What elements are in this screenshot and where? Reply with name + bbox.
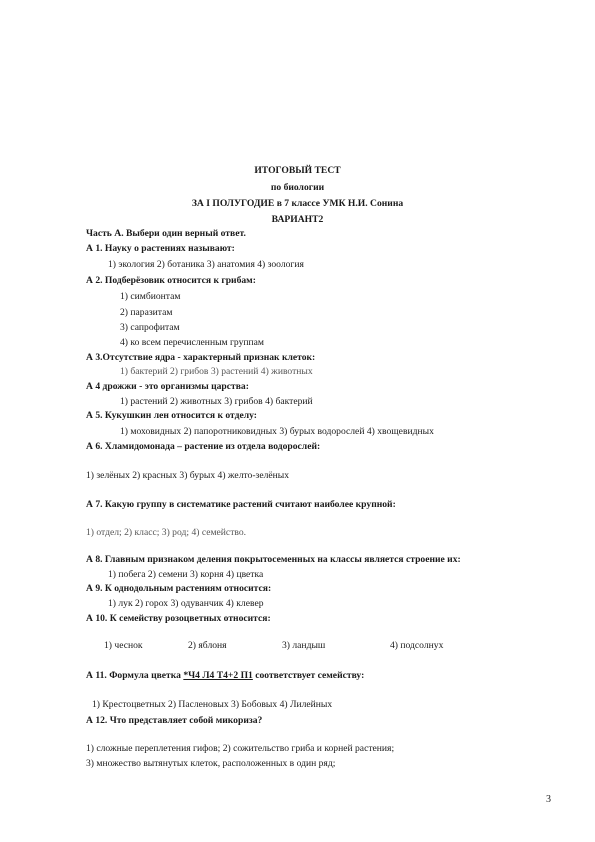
- test-title: ИТОГОВЫЙ ТЕСТ: [254, 165, 341, 176]
- question-10-option-2: 2) яблоня: [188, 640, 227, 651]
- question-2-option-2: 2) паразитам: [120, 307, 173, 318]
- question-2-option-3: 3) сапрофитам: [120, 322, 180, 333]
- question-11-tail: соответствует семейству:: [252, 670, 365, 681]
- question-4: А 4 дрожжи - это организмы царства:: [86, 381, 249, 392]
- question-9: А 9. К однодольным растениям относится:: [86, 583, 272, 594]
- question-3-options: 1) бактерий 2) грибов 3) растений 4) животных: [120, 366, 313, 377]
- question-11: [86, 670, 364, 681]
- question-3: А 3.Отсутствие ядра - характерный признак клеток:: [86, 352, 316, 363]
- page-number: 3: [546, 794, 551, 805]
- question-1-options: 1) экология 2) ботаника 3) анатомия 4) зоология: [108, 259, 304, 270]
- question-7-options: 1) отдел; 2) класс; 3) род; 4) семейство.: [86, 527, 247, 538]
- flower-formula: *Ч4 Л4 Т4+2 П1: [183, 670, 253, 681]
- question-2-option-1: 1) симбионтам: [120, 291, 181, 302]
- question-7: А 7. Какую группу в систематике растений считают наиболее крупной:: [86, 499, 396, 510]
- question-6-options: 1) зелёных 2) красных 3) бурых 4) желто-зелёных: [86, 470, 290, 481]
- question-5-options: 1) моховидных 2) папоротниковидных 3) бурых водорослей 4) хвощевидных: [120, 426, 434, 437]
- question-8-options: 1) побега 2) семени 3) корня 4) цветка: [108, 569, 264, 580]
- test-variant: ВАРИАНТ2: [271, 214, 324, 225]
- question-2-option-4: 4) ко всем перечисленным группам: [120, 337, 264, 348]
- question-10-option-3: 3) ландыш: [282, 640, 326, 651]
- part-a-heading: Часть А. Выбери один верный ответ.: [86, 228, 246, 239]
- question-12-options-line-2: 3) множество вытянутых клеток, расположенных в один ряд;: [86, 758, 336, 769]
- question-10-option-4: 4) подсолнух: [390, 640, 444, 651]
- question-11-lead: А 11. Формула цветка: [86, 670, 184, 681]
- test-subject: по биологии: [270, 182, 325, 193]
- question-6: А 6. Хламидомонада – растение из отдела водорослей:: [86, 441, 321, 452]
- question-2: А 2. Подберёзовик относится к грибам:: [86, 275, 256, 286]
- question-8: А 8. Главным признаком деления покрытосеменных на классы является строение их:: [86, 554, 461, 565]
- test-course: ЗА I ПОЛУГОДИЕ в 7 классе УМК Н.И. Сонина: [191, 198, 404, 209]
- question-4-options: 1) растений 2) животных 3) грибов 4) бактерий: [120, 396, 313, 407]
- question-10: А 10. К семейству розоцветных относится:: [86, 613, 271, 624]
- question-12-options-line-1: 1) сложные переплетения гифов; 2) сожительство гриба и корней растения;: [86, 743, 395, 754]
- question-11-options: 1) Крестоцветных 2) Пасленовых 3) Бобовых 4) Лилейных: [92, 699, 333, 710]
- question-5: А 5. Кукушкин лен относится к отделу:: [86, 410, 257, 421]
- question-12: А 12. Что представляет собой микориза?: [86, 715, 263, 726]
- question-10-option-1: 1) чеснок: [104, 640, 143, 651]
- question-1: А 1. Науку о растениях называют:: [86, 243, 235, 254]
- question-9-options: 1) лук 2) горох 3) одуванчик 4) клевер: [108, 598, 264, 609]
